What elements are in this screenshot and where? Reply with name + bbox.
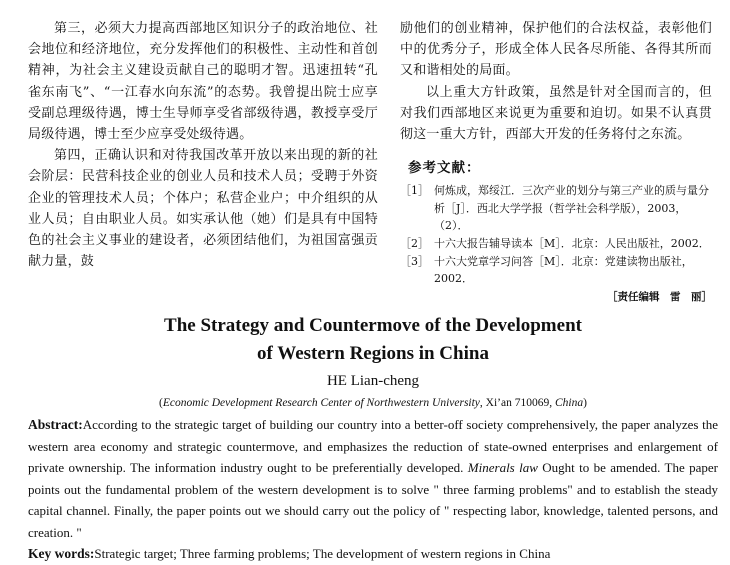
body-paragraph-continued: 励他们的创业精神，保护他们的合法权益，表彰他们中的优秀分子，形成全体人民各尽所能、各得其所而又和谐相处的局面。	[400, 21, 712, 79]
reference-item	[400, 182, 712, 235]
body-paragraph-fourth-point: 第四，正确认识和对待我国改革开放以来出现的新的社会阶层：民营科技企业的创业人员和技术人员；受聘于外资企业的管理技术人员；个体户；私营企业户；中介组织的从业人员；自由职业人员。如实承认他（她）们是具有中国特色的社会主义事业的建设者，必须团结他们，为祖国富强贡献力量，鼓	[28, 148, 378, 270]
body-paragraph-third-point: 第三，必须大力提高西部地区知识分子的政治地位、社会地位和经济地位，充分发挥他们的积极性、主动性和首创精神，为社会主义建设贡献自己的聪明才智。迅速扭转“孔雀东南飞”、“一江春水向东流”的态势。我曾提出院士应享受副总理级待遇，博士生导师享受省部级待遇，教授享受厅局级待遇，博士至少应享受处级待遇。	[28, 21, 378, 143]
reference-item	[400, 253, 712, 288]
english-title-line-1: The Strategy and Countermove of the Development	[164, 315, 582, 336]
reference-number: ［2］	[400, 237, 429, 250]
affiliation-close: )	[583, 397, 587, 409]
english-abstract-section	[28, 312, 718, 565]
body-paragraph-conclusion: 以上重大方针政策，虽然是针对全国而言的，但对我们西部地区来说更为重要和迫切。如果不认真贯彻这一重大方针，西部大开发的任务将付之东流。	[400, 84, 712, 143]
abstract-text-part-2: Ought to be amended. The paper points out the fundamental problem of the western development is to solve " three farming problems" and to establish the steady capital channel. Finally, the paper points out we should carry out the policy of " respecting labor, knowledge, talented persons, and creation. "	[28, 460, 718, 540]
affiliation-country: , China	[549, 397, 584, 409]
reference-number: ［1］	[400, 184, 429, 198]
keywords-label: Key words:	[28, 546, 95, 561]
reference-number: ［3］	[400, 254, 429, 268]
english-title-line-2: of Western Regions in China	[257, 343, 489, 364]
reference-item	[400, 235, 712, 253]
keywords-text: Strategic target; Three farming problems; The development of western regions in China	[94, 546, 551, 561]
english-affiliation	[28, 394, 718, 412]
right-column	[400, 18, 712, 306]
abstract-text-part-1: According to the strategic target of building our country into a better-off society comprehensively, the paper analyzes the western area economy and strategic countermove, and emphasizes the reduction of state-owned enterprises and enlargement of private ownership. The information industry ought to be preferentially developed.	[28, 417, 718, 475]
affiliation-place: , Xi’an 710069	[479, 397, 550, 409]
affiliation-open: (	[159, 397, 163, 409]
english-author: HE Lian-cheng	[326, 373, 420, 389]
reference-text: 何炼成，郑绥江．三次产业的划分与第三产业的质与量分析［J］．西北大学学报（哲学社会科学版），2003，（2）．	[434, 184, 709, 233]
english-abstract	[28, 414, 718, 543]
reference-text: 十六大党章学习问答［M］．北京：党建读物出版社，2002．	[434, 254, 693, 286]
left-column	[28, 18, 378, 272]
reference-text: 十六大报告辅导读本［M］．北京：人民出版社，2002．	[434, 237, 710, 250]
responsible-editor: ［责任编辑 雷 丽］	[607, 290, 712, 303]
affiliation-main: Economic Development Research Center of Northwestern University	[162, 397, 480, 409]
english-keywords	[28, 543, 718, 565]
references-heading: 参考文献：	[408, 160, 481, 177]
editor-line	[400, 288, 712, 307]
abstract-italic-term: Minerals law	[467, 460, 538, 475]
references-list	[400, 182, 712, 288]
abstract-label: Abstract:	[28, 417, 83, 432]
